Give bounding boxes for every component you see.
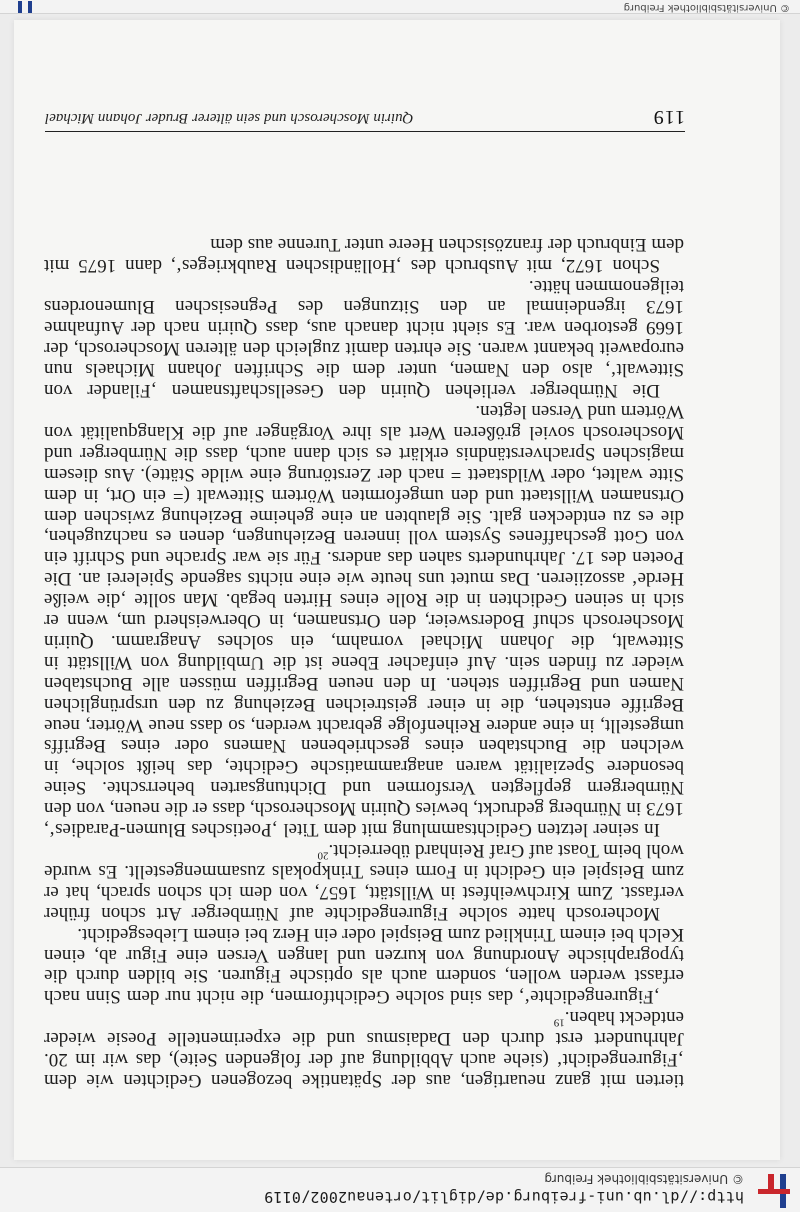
page-number: 119 [652, 106, 685, 128]
library-logo[interactable] [756, 1172, 792, 1208]
copyright-notice: © Universitätsbibliothek Freiburg [544, 1172, 744, 1186]
viewer-toolbar [0, 1167, 800, 1212]
footer-copyright: © Universitätsbibliothek Freiburg [623, 2, 790, 13]
paragraph: Mocherosch hatte solche Figurengedichte auf Nürnberger Art schon früher verfasst. Zum Kirchweihfest in Willstätt, 1657, von dem ich schon sprach, hat er zum Beispiel ein Gedicht in Form eines Trinkpokals zusammengestellt. Es wurde wohl beim Toast auf Graf Reinhard überreicht.$^{20}$ [44, 840, 684, 924]
paragraph: Schon 1672, mit Ausbruch des ‚Holländischen Raubkrieges‘, dann 1675 mit dem Einbruch der französischen Heere unter Turenne aus dem [44, 233, 684, 276]
book-page [14, 20, 780, 1160]
paragraph: ‚Figurengedichte‘, das sind solche Gedichtformen, die nicht nur dem Sinn nach erfasst werden wollen, sondern auch als optische Figuren. Sie bilden durch die typographische Anordnung von kurzen und langen Versen eine Figur ab, einen Kelch bei einem Trinklied zum Beispiel oder ein Herz bei einem Liebesgedicht. [44, 923, 684, 1008]
running-head-title: Quirin Moscherosch und sein älterer Bruder Johann Michael [45, 110, 414, 126]
paragraph: tierten mit ganz neuartigen, aus der Spätantike bezogenen Gedichten wie dem ‚Figurengedicht‘ (siehe auch Abbildung auf der folgenden Seite), das wir im 20. Jahrhundert erst durch den Dadaismus und die experimentelle Poesie wieder entdeckt haben.$^{19}$ [44, 1007, 684, 1091]
running-header [45, 96, 685, 132]
paragraph: In seiner letzten Gedichtsammlung mit dem Titel ‚Poetisches Blumen-Paradies‘, 1673 in Nürnberg gedruckt, bewies Quirin Moscherosch, dass er die neuen, von den Nürnbergern gepflegten Versformen und Dichtungsarten beherrschte. Seine besondere Spezialität waren anagrammatische Gedichte, das heißt solche, in welchen die Buchstaben eines geschriebenen Namens oder eines Begriffs umgestellt, in eine andere Reihenfolge gebracht werden, so dass neue Wörter, neue Begriffe entstehen, die in einer geistreichen Beziehung zu den ursprünglichen Namen und Begriffen stehen. In den neuen Begriffen müssen alle Buchstaben wieder zu finden sein. Auf einfacher Ebene ist die Umbildung von Willstätt in Sittewalt, die Johann Michael vornahm, ein solches Anagramm. Quirin Moscherosch schuf Bodersweier, den Ortsnamen, in Oberweisherd um, wenn er sich in seinen Gedichten in die Rolle eines Hirten begab. Man sollte ‚die weiße Herde‘ assoziieren. Das mutet uns heute wie eine nichts sagende Spielerei an. Die Poeten des 17. Jahrhunderts sahen das anders. Für sie war Sprache und Schrift ein von Gott geschaffenes System voll inneren Beziehungen, denen es nachzugehen, die es zu entdecken galt. Sie glaubten an eine geheime Beziehung zwischen dem Ortsnamen Willstaett und den umgeformten Wörtern Sittewalt (= ein Ort, in dem Sitte waltet, oder Wildstaett = nach der Zerstörung eine wilde Stätte). Aus diesem magischen Sprachverständnis erklärt es sich dann auch, dass die Nürnberger und Moscherosch soviel größeren Wert als ihre Vorgänger auf die Klangqualität von Wörtern und Versen legten. [44, 401, 684, 841]
paragraph: Die Nürnberger verliehen Quirin den Gesellschaftsnamen ‚Filander von Sittewalt‘, also den Namen, unter dem die Schriften Johann Michaels nun europaweit bekannt waren. Sie ehrten damit zugleich den älteren Moscherosch, der 1669 gestorben war. Es sieht nicht danach aus, dass Quirin nach der Aufnahme 1673 irgendeinmal an den Sitzungen des Pegnesischen Blumenordens teilgenommen hätte. [44, 275, 684, 402]
page-url[interactable]: http://dl.ub.uni-freiburg.de/diglit/ortenau2002/0119 [264, 1188, 744, 1206]
header-rule [45, 131, 685, 132]
footnote-marker[interactable]: 20 [317, 849, 329, 862]
viewer-footer [0, 0, 800, 14]
footnote-marker[interactable]: 19 [553, 1016, 565, 1029]
page-body [44, 233, 684, 1090]
mini-logo-icon [12, 1, 36, 13]
